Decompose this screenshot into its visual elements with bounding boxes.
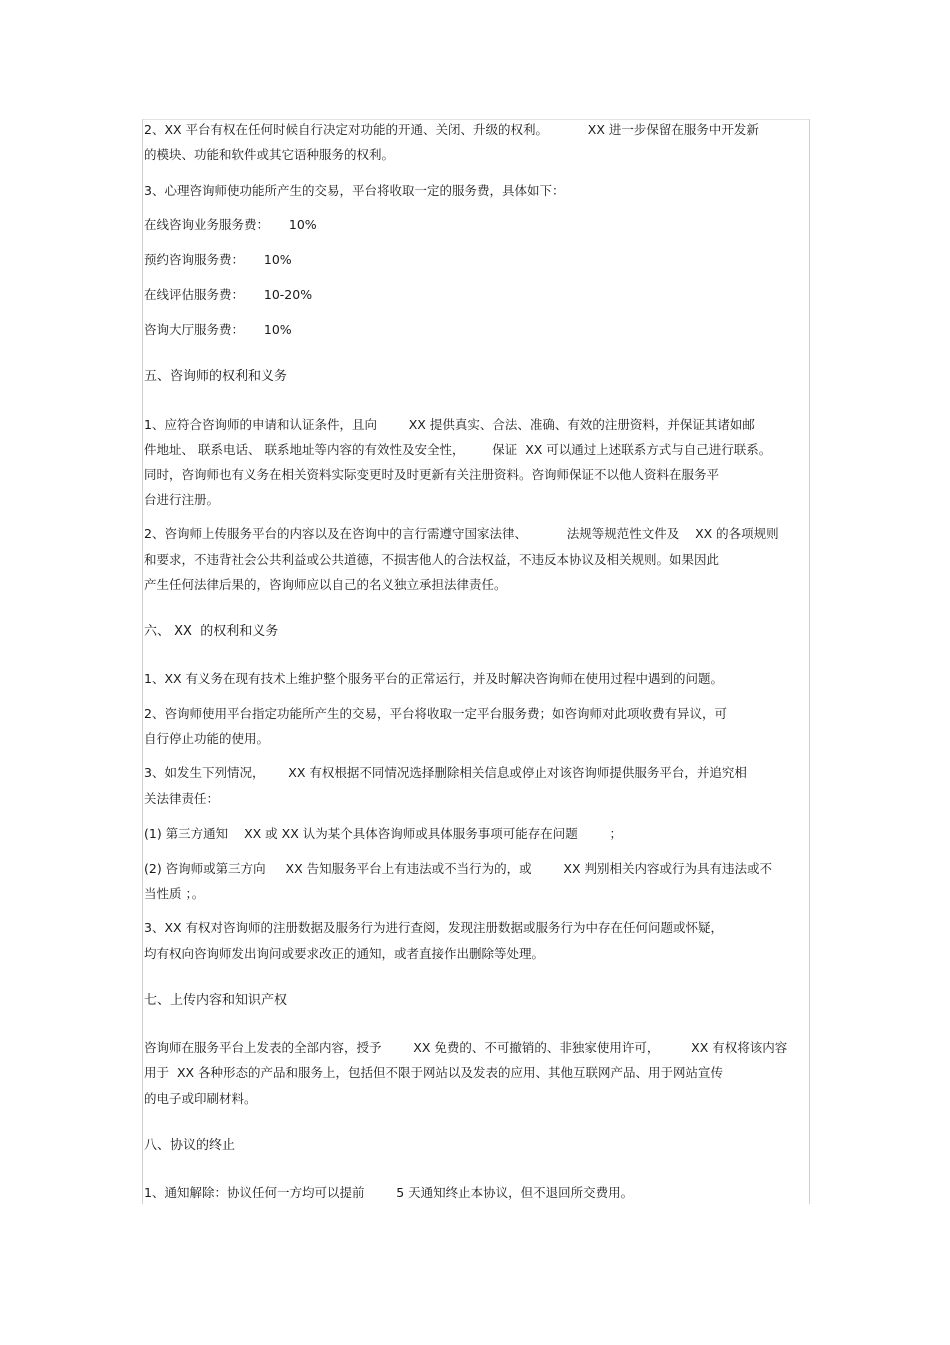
text-line: 3、如发生下列情况， XX 有权根据不同情况选择删除相关信息或停止对该咨询师提供服务平台，并追究相: [144, 765, 747, 780]
text-line: 关法律责任：: [144, 791, 220, 806]
text-line: (1) 第三方通知 XX 或 XX 认为某个具体咨询师或具体服务事项可能存在问题 ；: [144, 826, 623, 841]
text-line: 产生任何法律后果的，咨询师应以自己的名义独立承担法律责任。: [144, 577, 507, 592]
text-line: 3、XX 有权对咨询师的注册数据及服务行为进行查阅，发现注册数据或服务行为中存在任何问题或怀疑，: [144, 920, 724, 935]
section-heading: 六、 XX 的权利和义务: [144, 624, 279, 639]
section-heading: 七、上传内容和知识产权: [144, 993, 288, 1008]
section-heading: 五、咨询师的权利和义务: [144, 369, 288, 384]
text-line: 的模块、功能和软件或其它语种服务的权利。: [144, 147, 395, 162]
text-line: 咨询师在服务平台上发表的全部内容，授予 XX 免费的、不可撤销的、非独家使用许可， XX 有权将该内容: [144, 1040, 788, 1055]
text-line: 咨询大厅服务费： 10%: [144, 322, 292, 337]
text-line: 件地址、 联系电话、 联系地址等内容的有效性及安全性， 保证 XX 可以通过上述联系方式与自己进行联系。: [144, 442, 772, 457]
text-line: 的电子或印刷材料。: [144, 1091, 257, 1106]
text-line: 当性质 ；。: [144, 886, 205, 901]
text-line: (2) 咨询师或第三方向 XX 告知服务平台上有违法或不当行为的，或 XX 判别相关内容或行为具有违法或不: [144, 861, 773, 876]
text-line: 2、咨询师使用平台指定功能所产生的交易，平台将收取一定平台服务费；如咨询师对此项收费有异议，可: [144, 706, 727, 721]
text-line: 1、通知解除：协议任何一方均可以提前 5 天通知终止本协议，但不退回所交费用。: [144, 1185, 634, 1200]
text-line: 2、XX 平台有权在任何时候自行决定对功能的开通、关闭、升级的权利。 XX 进一步保留在服务中开发新: [144, 122, 759, 137]
text-line: 和要求，不违背社会公共利益或公共道德，不损害他人的合法权益，不违反本协议及相关规则。如果因此: [144, 552, 720, 567]
text-line: 3、心理咨询师使功能所产生的交易，平台将收取一定的服务费，具体如下：: [144, 183, 565, 198]
section-heading: 八、协议的终止: [144, 1138, 236, 1153]
text-line: 在线咨询业务服务费： 10%: [144, 217, 317, 232]
text-line: 1、XX 有义务在现有技术上维护整个服务平台的正常运行，并及时解决咨询师在使用过程中遇到的问题。: [144, 671, 724, 686]
text-line: 用于 XX 各种形态的产品和服务上，包括但不限于网站以及发表的应用、其他互联网产品、用于网站宣传: [144, 1065, 724, 1080]
text-line: 2、咨询师上传服务平台的内容以及在咨询中的言行需遵守国家法律、 法规等规范性文件及 XX 的各项规则: [144, 526, 779, 541]
text-line: 预约咨询服务费： 10%: [144, 252, 292, 267]
text-line: 自行停止功能的使用。: [144, 731, 270, 746]
text-line: 1、应符合咨询师的申请和认证条件，且向 XX 提供真实、合法、准确、有效的注册资料，并保证其诸如邮: [144, 417, 755, 432]
text-line: 台进行注册。: [144, 492, 220, 507]
text-line: 在线评估服务费： 10-20%: [144, 287, 313, 302]
text-line: 同时，咨询师也有义务在相关资料实际变更时及时更新有关注册资料。咨询师保证不以他人资料在服务平: [144, 467, 720, 482]
text-line: 均有权向咨询师发出询问或要求改正的通知，或者直接作出删除等处理。: [144, 946, 545, 961]
